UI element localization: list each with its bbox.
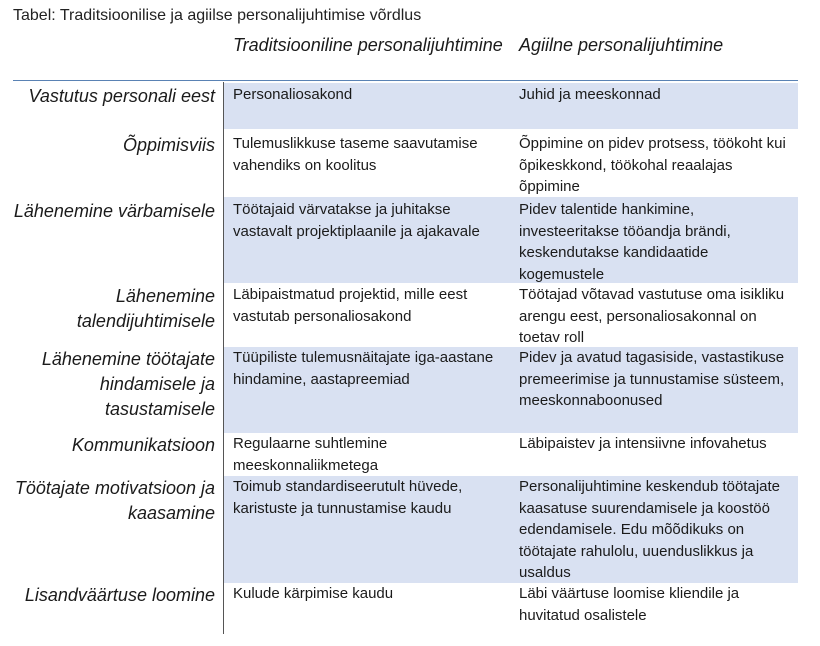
traditional-cell: Toimub standardiseerutult hüvede, karistuste ja tunnustamise kaudu — [233, 478, 463, 517]
column-header-agile: Agiilne personalijuhtimine — [519, 35, 724, 55]
table-row — [0, 476, 820, 583]
traditional-cell: Tüüpiliste tulemusnäitajate iga-aastane hindamine, aastapreemiad — [233, 349, 494, 388]
table-row — [0, 583, 820, 635]
column-header-traditional: Traditsiooniline personalijuhtimine — [233, 35, 503, 55]
traditional-cell: Kulude kärpimise kaudu — [233, 585, 394, 602]
row-label: Kommunikatsioon — [71, 435, 215, 455]
row-label: Töötajate motivatsioon ja kaasamine — [14, 478, 215, 523]
agile-cell: Pidev talentide hankimine, investeeritakse tööandja brändi, keskendutakse kandidaatide kogemustele — [519, 201, 731, 283]
agile-cell: Personalijuhtimine keskendub töötajate kaasatuse suurendamisele ja koostöö edendamisele. Edu mõõdikuks on töötajate rahulolu, uuenduslikkus ja usaldus — [519, 478, 780, 581]
agile-cell: Läbipaistev ja intensiivne infovahetus — [519, 435, 767, 452]
table-row — [0, 197, 820, 284]
row-label: Vastutus personali eest — [28, 86, 215, 106]
table-row — [0, 433, 820, 477]
agile-cell: Läbi väärtuse loomise kliendile ja huvitatud osalistele — [519, 585, 740, 624]
traditional-cell: Tulemuslikkuse taseme saavutamise vahendiks on koolitus — [233, 135, 478, 174]
column-divider — [223, 82, 224, 634]
traditional-cell: Töötajaid värvatakse ja juhitakse vastavalt projektiplaanile ja ajakavale — [233, 201, 480, 240]
row-label: Lähenemine värbamisele — [13, 201, 215, 221]
table-row — [0, 131, 820, 197]
table-row — [0, 347, 820, 433]
traditional-cell: Regulaarne suhtlemine meeskonnaliikmetega — [233, 435, 388, 474]
agile-cell: Pidev ja avatud tagasiside, vastastikuse premeerimise ja tunnustamise süsteem, meeskonnaboonused — [519, 349, 785, 409]
table-row — [0, 81, 820, 131]
traditional-cell: Personaliosakond — [233, 86, 353, 103]
row-label: Lisandväärtuse loomine — [24, 585, 215, 605]
agile-cell: Õppimine on pidev protsess, töökoht kui õpikeskkond, töökohal reaalajas õppimine — [519, 135, 786, 195]
row-label: Õppimisviis — [122, 135, 215, 155]
row-label: Lähenemine talendijuhtimisele — [76, 286, 215, 331]
agile-cell: Töötajad võtavad vastutuse oma isikliku arengu eest, personaliosakonnal on toetav roll — [519, 286, 785, 346]
agile-cell: Juhid ja meeskonnad — [519, 86, 661, 103]
row-label: Lähenemine töötajate hindamisele ja tasustamisele — [41, 349, 215, 419]
traditional-cell: Läbipaistmatud projektid, mille eest vastutab personaliosakond — [233, 286, 468, 325]
table-row — [0, 284, 820, 347]
table-caption: Tabel: Traditsioonilise ja agiilse personalijuhtimise võrdlus — [13, 7, 422, 24]
